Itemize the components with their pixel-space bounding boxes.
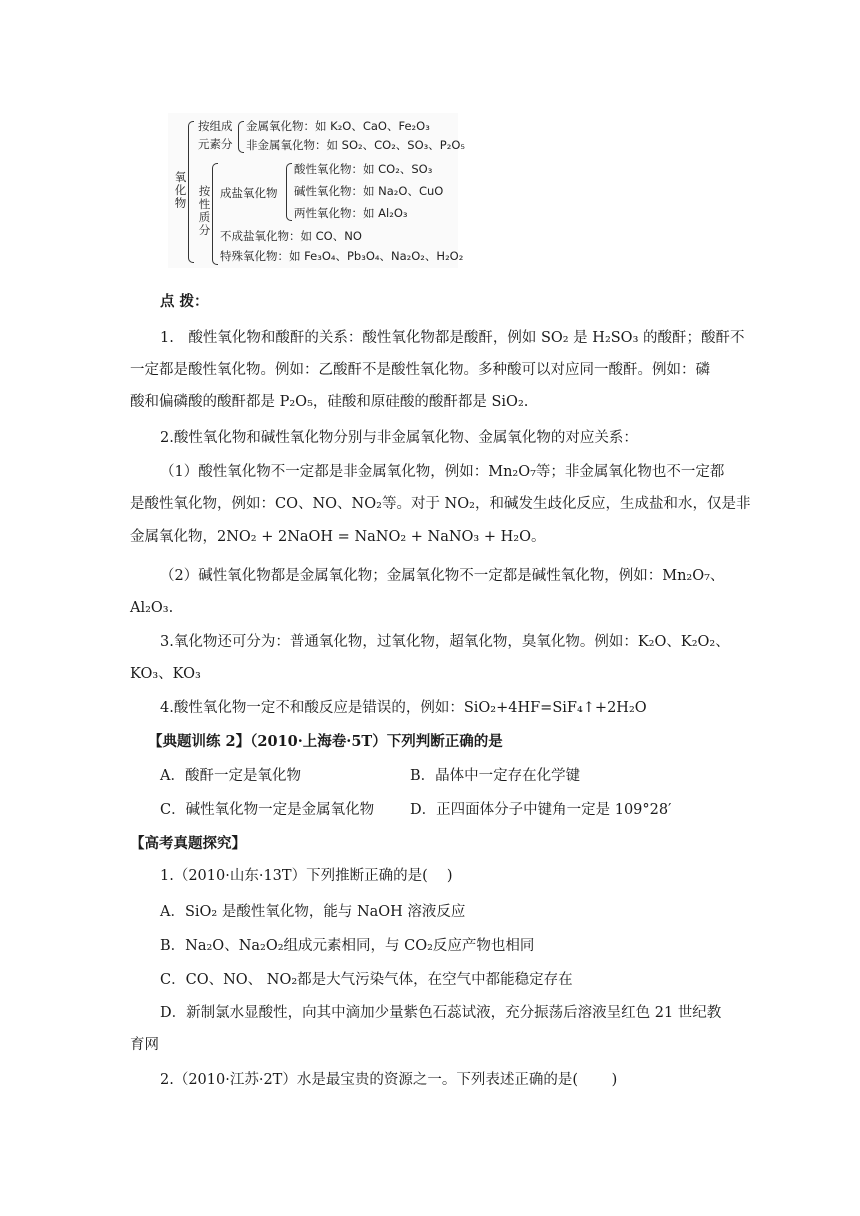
non-salt-forming-oxide-item: 不成盐氧化物：如 CO、NO (220, 229, 362, 243)
point1-line2: 一定都是酸性氧化物。例如：乙酸酐不是酸性氧化物。多种酸可以对应同一酸酐。例如：磷 (130, 362, 710, 378)
acidic-oxide-item: 酸性氧化物：如 CO₂、SO₃ (294, 162, 433, 176)
composition-brace (238, 121, 244, 153)
salt-forming-oxide-item: 成盐氧化物 (220, 186, 278, 200)
exercise2-option-a: A．酸酐一定是氧化物 (160, 768, 301, 784)
branch-property-label: 按性质分 (198, 184, 211, 237)
question1-option-a: A．SiO₂ 是酸性氧化物，能与 NaOH 溶液反应 (160, 904, 466, 920)
question1-option-c: C．CO、NO、 NO₂都是大气污染气体，在空气中都能稳定存在 (160, 972, 573, 988)
point2-heading: 2.酸性氧化物和碱性氧化物分别与非金属氧化物、金属氧化物的对应关系： (160, 430, 638, 446)
exercise2-option-c: C．碱性氧化物一定是金属氧化物 (160, 802, 375, 818)
nonmetal-oxide-item: 非金属氧化物：如 SO₂、CO₂、SO₃、P₂O₅ (246, 138, 465, 152)
branch-composition-line2: 元素分 (198, 137, 233, 151)
oxide-classification-diagram (168, 113, 465, 268)
question1-option-d-line2: 育网 (130, 1037, 159, 1053)
question2-stem: 2.（2010·江苏·2T）水是最宝贵的资源之一。下列表述正确的是( ) (160, 1072, 618, 1088)
amphoteric-oxide-item: 两性氧化物：如 Al₂O₃ (294, 206, 408, 220)
point3-line2: KO₃、KO₃ (130, 666, 201, 682)
question1-option-d-line1: D．新制氯水显酸性，向其中滴加少量紫色石蕊试液，充分振荡后溶液呈红色 21 世纪教 (160, 1005, 722, 1021)
salt-forming-brace (286, 163, 292, 221)
tree-root-label: 氧化物 (174, 170, 187, 210)
point1-line1: 1. 酸性氧化物和酸酐的关系：酸性氧化物都是酸酐，例如 SO₂ 是 H₂SO₃ 的酸酐；酸酐不 (160, 330, 745, 346)
exercise2-option-d: D．正四面体分子中键角一定是 109°28′ (410, 802, 672, 818)
question1-stem: 1.（2010·山东·13T）下列推断正确的是( ) (160, 868, 453, 884)
point1-line3: 酸和偏磷酸的酸酐都是 P₂O₅，硅酸和原硅酸的酸酐都是 SiO₂. (130, 394, 529, 410)
point2a-line2: 是酸性氧化物，例如：CO、NO、NO₂等。对于 NO₂，和碱发生歧化反应，生成盐和水，仅是非 (130, 496, 751, 512)
gaokao-section-title: 【高考真题探究】 (130, 835, 246, 852)
special-oxide-item: 特殊氧化物：如 Fe₃O₄、Pb₃O₄、Na₂O₂、H₂O₂ (220, 249, 464, 263)
question1-option-b: B．Na₂O、Na₂O₂组成元素相同，与 CO₂反应产物也相同 (160, 938, 535, 954)
exercise2-option-b: B．晶体中一定存在化学键 (410, 768, 581, 784)
point2b-line1: （2）碱性氧化物都是金属氧化物；金属氧化物不一定都是碱性氧化物，例如：Mn₂O₇、 (160, 568, 725, 584)
point2a-line3: 金属氧化物，2NO₂ + 2NaOH = NaNO₂ + NaNO₃ + H₂O。 (130, 529, 546, 545)
point2b-line2: Al₂O₃. (130, 600, 174, 616)
exercise2-title: 【典题训练 2】（2010·上海卷·5T）下列判断正确的是 (148, 733, 503, 750)
basic-oxide-item: 碱性氧化物：如 Na₂O、CuO (294, 184, 444, 198)
point3-line1: 3.氧化物还可分为：普通氧化物，过氧化物，超氧化物，臭氧化物。例如：K₂O、K₂O₂、 (160, 634, 730, 650)
hint-heading: 点 拨： (160, 293, 209, 310)
point4: 4.酸性氧化物一定不和酸反应是错误的，例如：SiO₂+4HF=SiF₄↑+2H₂O (160, 700, 647, 716)
metal-oxide-item: 金属氧化物：如 K₂O、CaO、Fe₂O₃ (246, 119, 430, 133)
branch-composition-line1: 按组成 (198, 119, 233, 133)
root-brace (188, 121, 194, 263)
point2a-line1: （1）酸性氧化物不一定都是非金属氧化物，例如：Mn₂O₇等；非金属氧化物也不一定都 (160, 464, 725, 480)
property-brace (212, 163, 218, 265)
